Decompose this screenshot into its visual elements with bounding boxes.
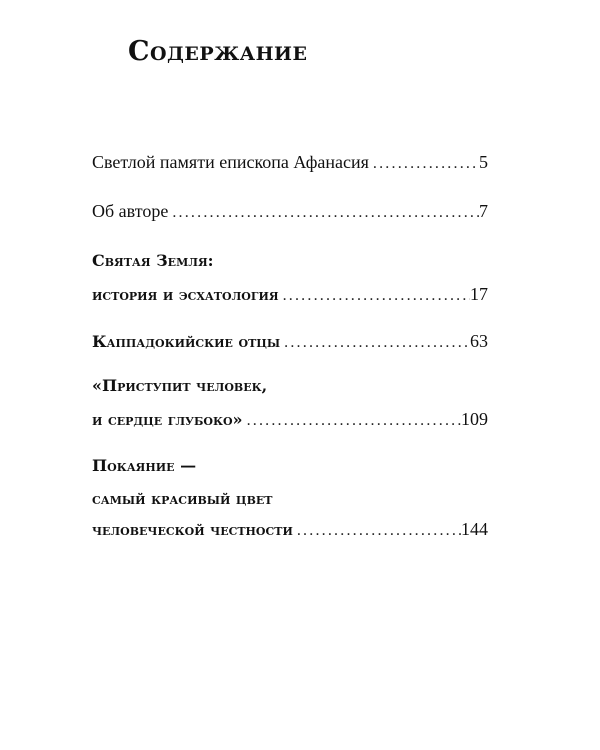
toc-line — [92, 201, 488, 231]
toc-page-number: 7 — [479, 201, 488, 221]
dot-leader — [279, 287, 470, 305]
toc-page-number: 63 — [470, 331, 488, 351]
toc-entry-title: Об авторе — [92, 201, 169, 221]
toc-page-number: 109 — [461, 409, 488, 429]
toc-page-number: 5 — [479, 152, 488, 172]
toc-entry-cappadocian-fathers — [92, 331, 488, 361]
dot-leader — [243, 412, 461, 430]
toc-line — [92, 331, 488, 361]
toc-entry-afanasy — [92, 152, 488, 182]
toc-entry-title-line: Святая Земля: — [92, 251, 214, 270]
toc-entry-title: Каппадокийские отцы — [92, 332, 281, 351]
toc-entry-title-line: «Приступит человек, — [92, 376, 268, 395]
toc-line — [92, 152, 488, 182]
toc-line — [92, 376, 488, 409]
dot-leader — [293, 522, 461, 540]
toc-entry-man-approaches — [92, 376, 488, 439]
dot-leader — [280, 334, 470, 352]
toc-line — [92, 251, 488, 284]
toc-line — [92, 409, 488, 439]
toc-entry-title: Светлой памяти епископа Афанасия — [92, 152, 369, 172]
toc-entry-title-line: самый красивый цвет — [92, 489, 273, 508]
toc-page-number: 17 — [470, 284, 488, 304]
toc-entry-title-line: и сердце глубоко» — [92, 410, 243, 429]
toc-entry-title-line: история и эсхатология — [92, 285, 279, 304]
dot-leader — [168, 204, 479, 222]
toc-entry-holy-land — [92, 251, 488, 314]
toc-page-number: 144 — [461, 519, 488, 539]
toc-entry-about-author — [92, 201, 488, 231]
toc-title: Содержание — [128, 36, 308, 67]
toc-entry-title-line: человеческой честности — [92, 520, 293, 539]
toc-entry-title-line: Покаяние — — [92, 456, 197, 475]
toc-entry-repentance — [92, 456, 488, 549]
toc-line — [92, 489, 488, 519]
toc-line — [92, 284, 488, 314]
dot-leader — [369, 155, 479, 173]
toc-line — [92, 456, 488, 489]
toc-line — [92, 519, 488, 549]
